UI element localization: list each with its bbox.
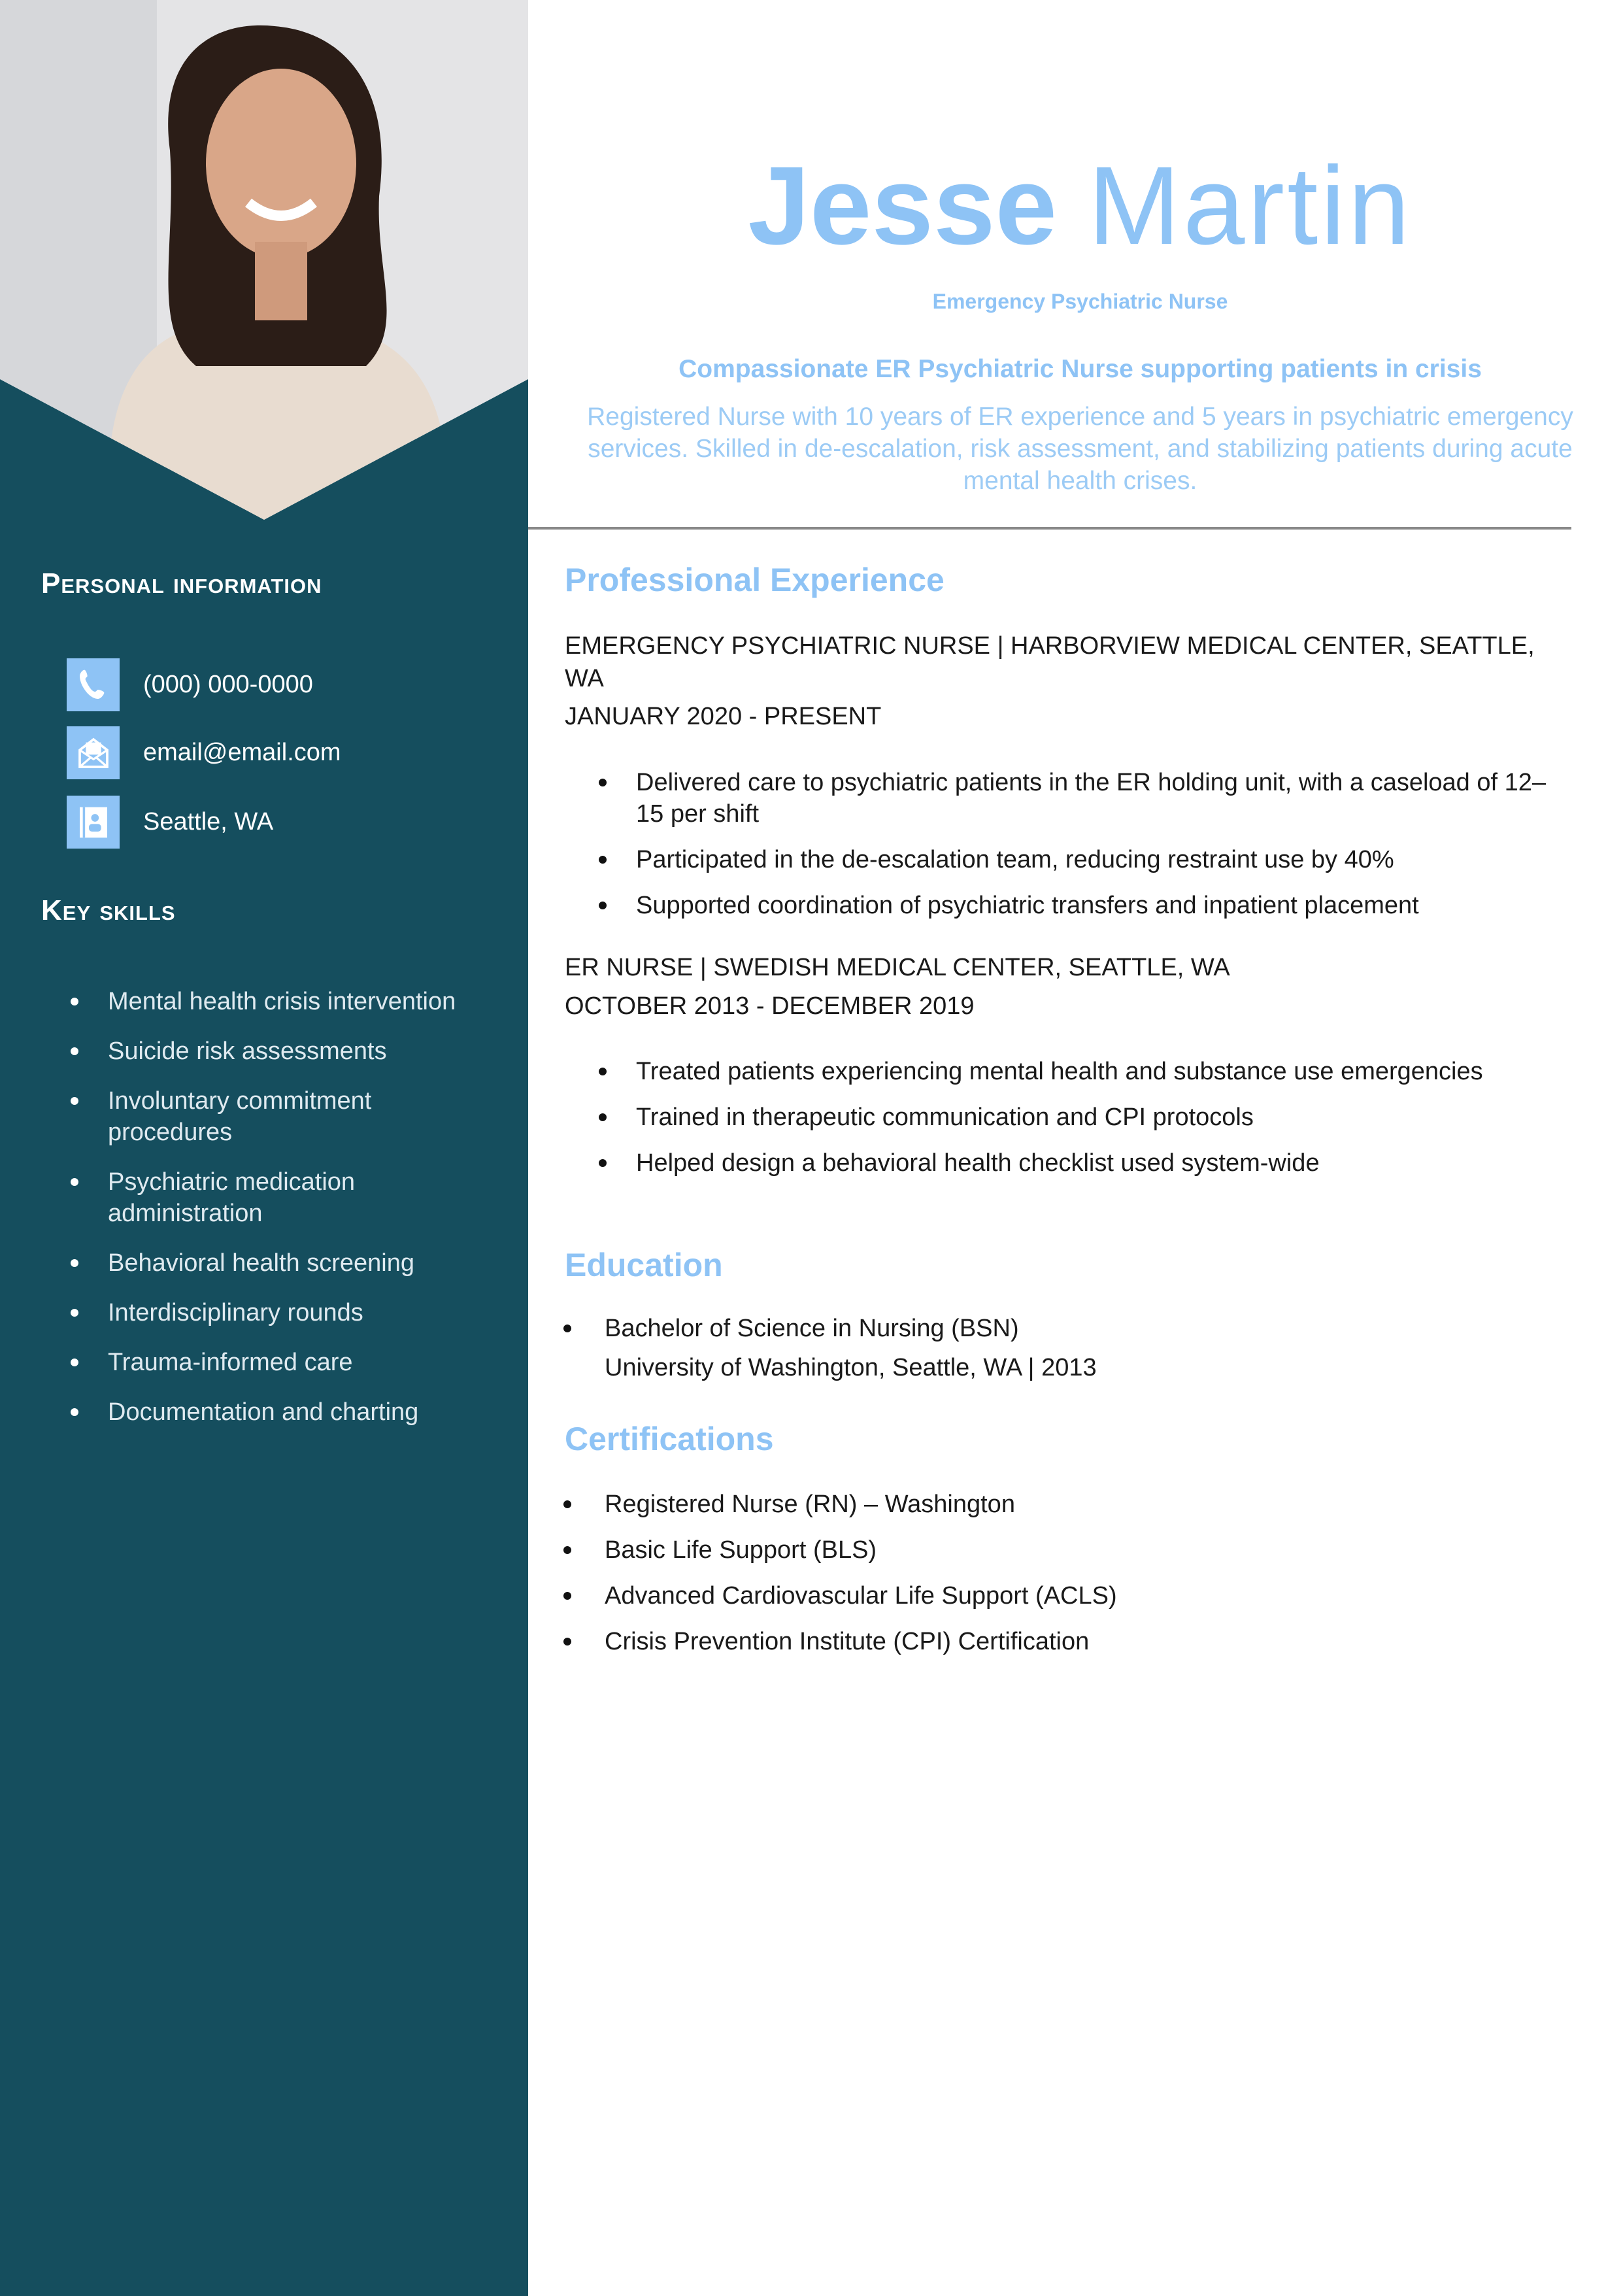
certification-item: Registered Nurse (RN) – Washington [563,1489,1570,1520]
skill-item: Documentation and charting [71,1396,476,1428]
skill-item: Psychiatric medication administration [71,1166,476,1229]
email-text: email@email.com [143,739,341,766]
job-bullet: Participated in the de-escalation team, reducing restraint use by 40% [599,844,1573,875]
first-name: Jesse [748,144,1058,268]
contact-location [67,796,273,849]
certification-item: Crisis Prevention Institute (CPI) Certification [563,1626,1570,1657]
job-1-bullets [599,767,1573,936]
education-heading: Education [565,1247,723,1283]
education-list [563,1313,1570,1398]
job-title-1: EMERGENCY PSYCHIATRIC NURSE | HARBORVIEW MEDICAL CENTER, SEATTLE, WA [565,632,1535,692]
certification-item: Basic Life Support (BLS) [563,1534,1570,1566]
job-bullet: Trained in therapeutic communication and CPI protocols [599,1102,1573,1133]
skill-item: Mental health crisis intervention [71,986,476,1017]
job-bullet: Helped design a behavioral health checklist used system-wide [599,1147,1573,1179]
skill-item: Interdisciplinary rounds [71,1297,476,1328]
skill-item: Suicide risk assessments [71,1036,476,1067]
certifications-list [563,1489,1570,1672]
phone-text: (000) 000-0000 [143,671,313,698]
job-bullet: Supported coordination of psychiatric transfers and inpatient placement [599,890,1573,921]
job-bullet: Treated patients experiencing mental health and substance use emergencies [599,1056,1573,1087]
envelope-icon [67,726,120,779]
key-skills-heading: Key skills [41,894,176,926]
divider [528,527,1571,530]
school: University of Washington, Seattle, WA | 2013 [605,1354,1097,1381]
contact-phone [67,658,313,711]
degree: Bachelor of Science in Nursing (BSN) [605,1315,1019,1342]
candidate-name [575,141,1585,271]
education-item [563,1313,1570,1383]
location-text: Seattle, WA [143,808,274,836]
phone-icon [67,658,120,711]
job-title: Emergency Psychiatric Nurse [932,290,1228,313]
contact-email [67,726,341,779]
personal-info-heading: Personal information [41,567,322,599]
skill-item: Involuntary commitment procedures [71,1085,476,1148]
job-title-2: ER NURSE | SWEDISH MEDICAL CENTER, SEATTLE, WA [565,954,1230,981]
skill-item: Behavioral health screening [71,1247,476,1279]
job-2-bullets [599,1056,1573,1193]
skill-item: Trauma-informed care [71,1347,476,1378]
last-name: Martin [1088,144,1413,268]
contact-card-icon [67,796,120,849]
skills-list [71,986,476,1446]
job-dates-2: OCTOBER 2013 - DECEMBER 2019 [565,992,975,1020]
summary: Registered Nurse with 10 years of ER experience and 5 years in psychiatric emergency services. Skilled in de-escalation, risk assessment, and stabilizing patients during acute mental health crises. [587,403,1573,495]
job-dates-1: JANUARY 2020 - PRESENT [565,703,882,730]
job-bullet: Delivered care to psychiatric patients in the ER holding unit, with a caseload of 12–15 per shift [599,767,1573,830]
certification-item: Advanced Cardiovascular Life Support (ACLS) [563,1580,1570,1612]
certifications-heading: Certifications [565,1421,774,1457]
tagline: Compassionate ER Psychiatric Nurse supporting patients in crisis [678,355,1482,383]
experience-heading: Professional Experience [565,562,945,598]
